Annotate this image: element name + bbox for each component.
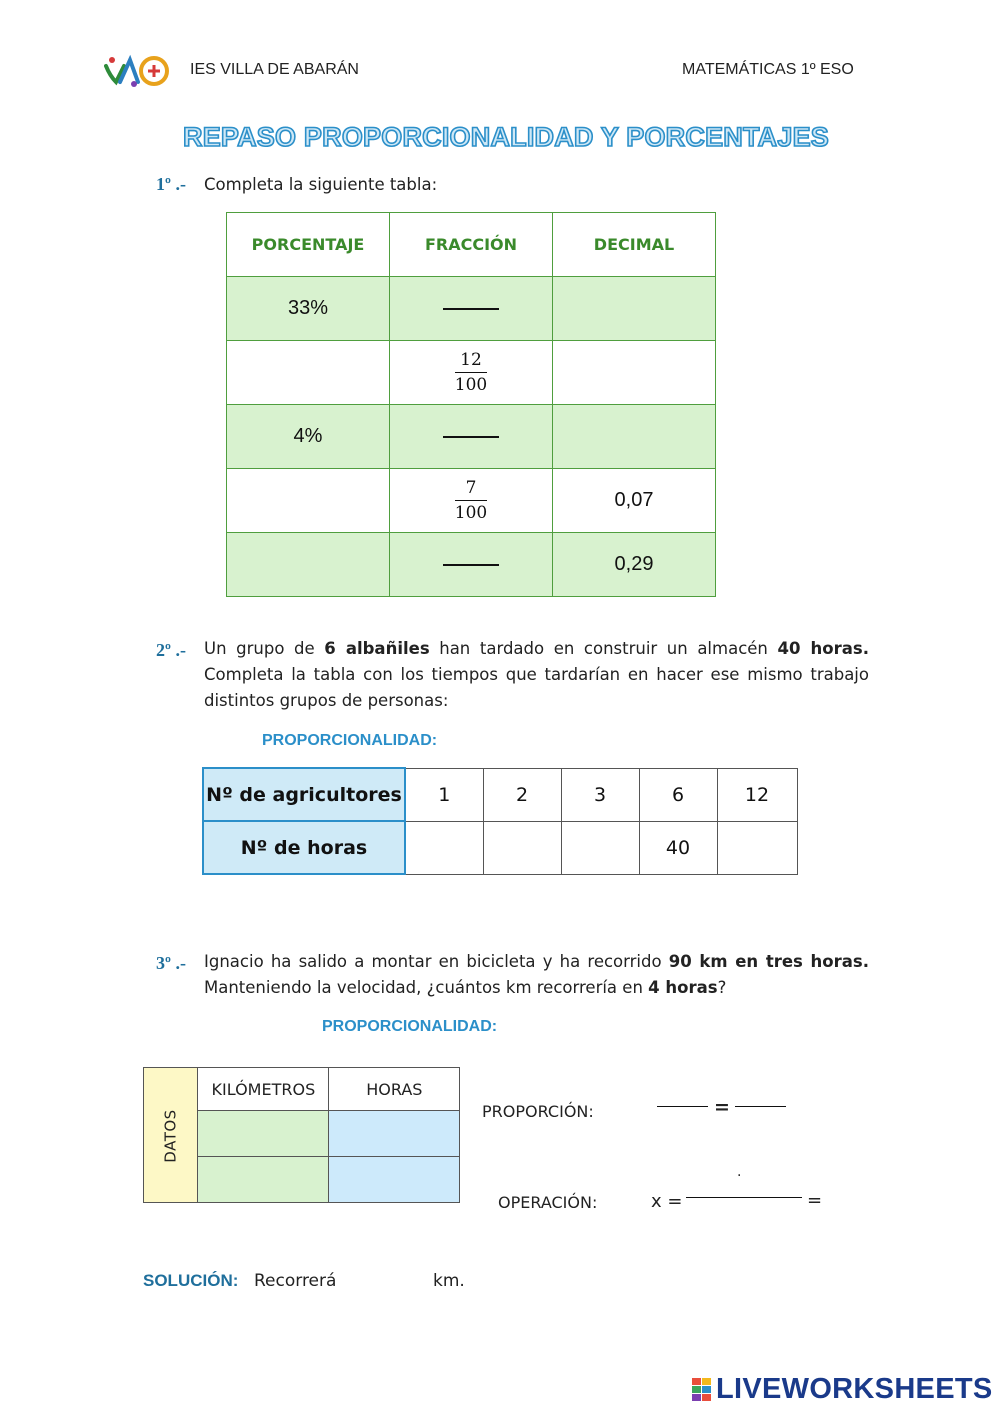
fraction-cell[interactable]: [390, 405, 553, 469]
q3-proportionality-label: PROPORCIONALIDAD:: [322, 1018, 498, 1035]
fraction-blank: [443, 436, 499, 438]
q2-proportionality-label: PROPORCIONALIDAD:: [262, 732, 438, 749]
q3-bold-part: 90 km en tres horas.: [668, 952, 869, 971]
multiplication-dot: .: [737, 1164, 742, 1180]
table-row: [227, 533, 716, 597]
row-label-agricultores: Nº de agricultores: [203, 768, 405, 821]
q3-text-part: Manteniendo la velocidad, ¿cuántos km recorrería en: [204, 978, 649, 997]
workers-cell: 3: [561, 768, 639, 821]
solution-label: SOLUCIÓN:: [143, 1271, 239, 1290]
hours-cell: 40: [639, 821, 717, 874]
proportion-equals: =: [714, 1096, 730, 1118]
page-title: REPASO PROPORCIONALIDAD Y PORCENTAJES: [183, 122, 829, 152]
fraction-blank: [443, 564, 499, 566]
decimal-cell[interactable]: [553, 405, 716, 469]
fraction-cell[interactable]: [390, 533, 553, 597]
operation-fraction-bar[interactable]: [686, 1197, 802, 1198]
hours-cell[interactable]: [405, 821, 483, 874]
table-row: [203, 821, 797, 874]
table-row: [227, 469, 716, 533]
fraction-blank: [443, 308, 499, 310]
x-equals-label: x =: [651, 1191, 683, 1212]
solution-text: Recorrerá: [254, 1271, 337, 1291]
q2-text-part: Completa la tabla con los tiempos que tardarían en hacer ese mismo trabajo distintos grupos de personas:: [204, 665, 869, 710]
percent-cell[interactable]: 4%: [227, 405, 390, 469]
operation-result-equals: =: [807, 1190, 823, 1211]
percent-fraction-table: [226, 212, 716, 597]
q3-text-part: Ignacio ha salido a montar en bicicleta y ha recorrido: [204, 952, 669, 971]
table-row: [227, 405, 716, 469]
q2-bold-part: 40 horas.: [777, 639, 869, 658]
header-horas: HORAS: [329, 1068, 460, 1111]
denominator: 100: [454, 374, 488, 395]
decimal-cell: 0,07: [553, 469, 716, 533]
header-porcentaje: PORCENTAJE: [227, 213, 390, 277]
decimal-cell[interactable]: [553, 277, 716, 341]
fraction-cell: [390, 341, 553, 405]
numerator: 7: [455, 478, 487, 501]
q2-text-part: han tardado en construir un almacén: [429, 639, 778, 658]
table-row: [203, 768, 797, 821]
workers-cell: 12: [717, 768, 797, 821]
liveworksheets-logo-icon: [692, 1378, 712, 1402]
workers-cell: 2: [483, 768, 561, 821]
header-fraccion: FRACCIÓN: [390, 213, 553, 277]
table-row: [144, 1068, 460, 1111]
liveworksheets-brand: LIVEWORKSHEETS: [716, 1373, 993, 1405]
hours-cell[interactable]: [561, 821, 639, 874]
fraction-cell: [390, 469, 553, 533]
percent-cell[interactable]: [227, 533, 390, 597]
school-logo-icon: [104, 52, 172, 90]
operacion-label: OPERACIÓN:: [498, 1193, 598, 1212]
q1-number: 1º .-: [156, 174, 186, 194]
q2-text-part: Un grupo de: [204, 639, 325, 658]
subject-name: MATEMÁTICAS 1º ESO: [682, 61, 854, 78]
percent-cell[interactable]: [227, 469, 390, 533]
numerator: 12: [455, 350, 487, 373]
header-kilometros: KILÓMETROS: [198, 1068, 329, 1111]
decimal-cell: 0,29: [553, 533, 716, 597]
km-input-cell[interactable]: [198, 1157, 329, 1203]
q1-text: Completa la siguiente tabla:: [204, 175, 438, 194]
q2-text: [204, 636, 869, 714]
q2-number: 2º .-: [156, 640, 186, 660]
workers-cell: 1: [405, 768, 483, 821]
percent-cell[interactable]: [227, 341, 390, 405]
decimal-cell[interactable]: [553, 341, 716, 405]
datos-label: DATOS: [161, 1108, 180, 1163]
hours-cell[interactable]: [483, 821, 561, 874]
fraction: [455, 350, 487, 395]
school-name: IES VILLA DE ABARÁN: [190, 61, 359, 78]
workers-cell: 6: [639, 768, 717, 821]
table-row: [227, 341, 716, 405]
percent-cell[interactable]: 33%: [227, 277, 390, 341]
table-row: [227, 277, 716, 341]
proportion-right-blank[interactable]: [735, 1106, 786, 1107]
denominator: 100: [454, 502, 488, 523]
q3-number: 3º .-: [156, 953, 186, 973]
q3-text-part: ?: [717, 978, 727, 997]
proporcion-label: PROPORCIÓN:: [482, 1102, 594, 1121]
solution-unit: km.: [433, 1271, 465, 1291]
header-decimal: DECIMAL: [553, 213, 716, 277]
row-label-horas: Nº de horas: [203, 821, 405, 874]
workers-hours-table: [202, 767, 798, 875]
hours-input-cell[interactable]: [329, 1157, 460, 1203]
km-input-cell[interactable]: [198, 1111, 329, 1157]
data-table: [143, 1067, 460, 1203]
q3-bold-part: 4 horas: [648, 978, 718, 997]
fraction: [455, 478, 487, 523]
datos-label-cell: [144, 1068, 198, 1203]
q3-text: [204, 949, 869, 1001]
proportion-left-blank[interactable]: [657, 1106, 708, 1107]
fraction-cell[interactable]: [390, 277, 553, 341]
hours-input-cell[interactable]: [329, 1111, 460, 1157]
q2-bold-part: 6 albañiles: [324, 639, 430, 658]
hours-cell[interactable]: [717, 821, 797, 874]
